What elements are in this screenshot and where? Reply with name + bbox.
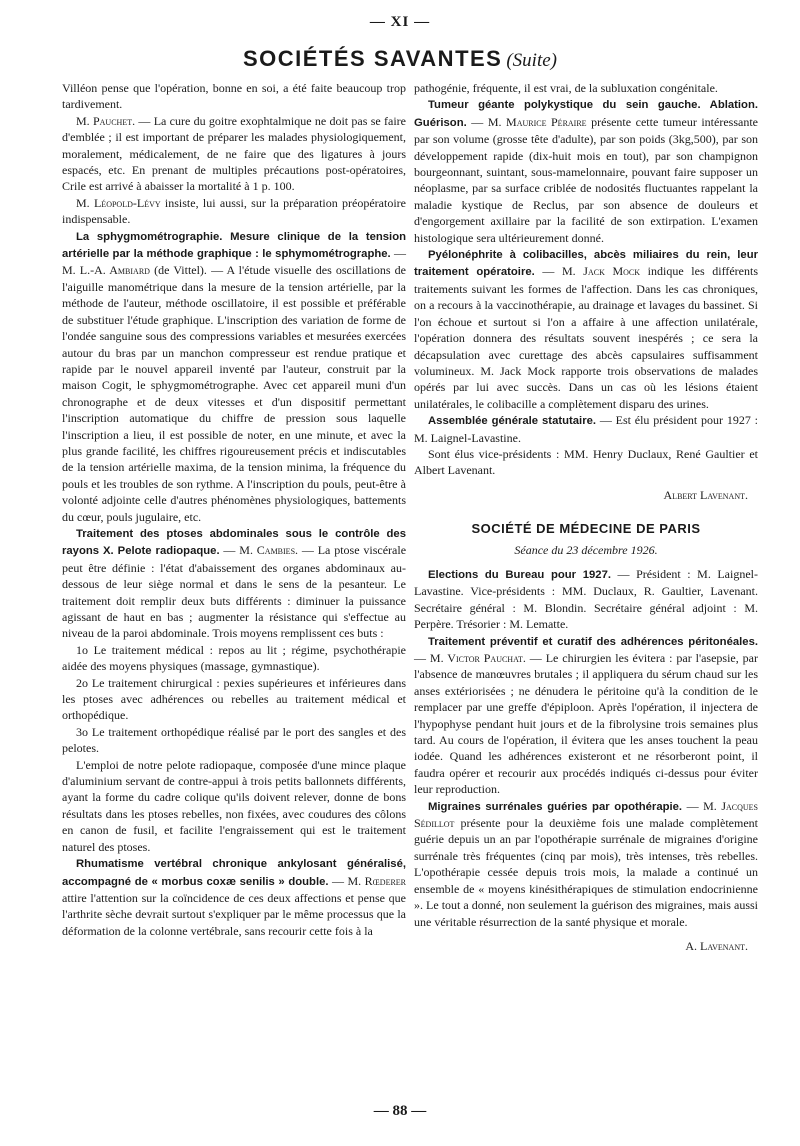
author-name: M. Rœderer	[347, 873, 407, 888]
paragraph: Migraines surrénales guéries par opothérapie. — M. Jacques Sédillot présente pour la deuxième fois une malade complètement guérie depuis un an par l'opothérapie surrénale de migraines d'origine surrénale très fréquentes (cinq par mois), très intenses, très rebelles. L'opothérapie cessée depuis trois mois, la malade a continué un ensemble de « moyens kinésithérapiques de stimulation endocrinienne ». Le tout a donné, non seulement la guérison des migraines, mais aussi une véritable résurrection de la santé physique et morale.	[414, 798, 758, 929]
article-title: Tumeur géante polykystique du sein gauche. Ablation. Guérison.	[414, 99, 758, 129]
author-name: M. Jacques Sédillot	[414, 798, 758, 831]
paragraph: Sont élus vice-présidents : MM. Henry Duclaux, René Gaultier et Albert Lavenant.	[414, 446, 758, 478]
article-title: Migraines surrénales guéries par opothérapie.	[428, 800, 683, 813]
paragraph: 3o Le traitement orthopédique réalisé par le port des sangles et des pelotes.	[62, 724, 406, 756]
article-title: Pyélonéphrite à colibacilles, abcès miliaires du rein, leur traitement opératoire.	[414, 249, 758, 279]
paragraph: 1o Le traitement médical : repos au lit ; régime, psychothérapie aidée des moyens physiques (massage, gymnastique).	[62, 642, 406, 674]
paragraph: pathogénie, fréquente, il est vrai, de la subluxation congénitale.	[414, 81, 718, 95]
left-column	[62, 80, 406, 939]
paragraph: Rhumatisme vertébral chronique ankylosant généralisé, accompagné de « morbus coxæ senilis » double. — M. Rœderer attire l'attention sur la coïncidence de ces deux affections et pense que l'arthrite sèche devrait surtout s'expliquer par le même processus que la déformation de la colonne vertébrale, sans recourir cette fois à la	[62, 858, 407, 938]
paragraph: Villéon pense que l'opération, bonne en soi, a été faite beaucoup trop tardivement.	[62, 81, 406, 112]
right-column	[414, 80, 758, 954]
paragraph: Traitement préventif et curatif des adhérences péritonéales. — M. Victor Pauchat. — Le chirurgien les évitera : par l'asepsie, par l'absence de manœuvres brutales ; il appliquera du sérum chaud sur les anses extériorisées ; ne dénudera le péritoine qu'à la condition de le remplacer par une greffe d'épiploon. Après l'opération, il injectera de l'hypophyse pendant huit jours et de la fibrolysine trois semaines plus tard. Au cours de l'opération, il évitera que les anses touchent la peau iodée. Quand les adhérences existeront et ne résorberont point, il faudra opérer et recourir aux procédés indiqués ci-dessus pour éviter leur reproduction.	[414, 635, 758, 797]
article-title: Elections du Bureau pour 1927.	[428, 568, 612, 581]
section-title: SOCIÉTÉ DE MÉDECINE DE PARIS	[471, 521, 701, 537]
article-title: Traitement préventif et curatif des adhérences péritonéales.	[428, 635, 758, 648]
author-name: M. L.-A. Ambiard	[62, 263, 150, 278]
signature: A. Lavenant.	[685, 938, 748, 953]
signature: Albert Lavenant.	[663, 487, 748, 502]
paragraph: M. Pauchet. — La cure du goitre exophtalmique ne doit pas se faire d'emblée ; il est important de préparer les malades physiologiquement, moralement, médicalement, de ne faire que des ligatures à jours espacés, etc. En prenant de multiples précautions post-opératoires, Crile est arrivé à abaisser la mortalité à 1 p. 100.	[62, 113, 406, 194]
author-name: M. Jack Mock	[562, 264, 641, 279]
paragraph: 2o Le traitement chirurgical : pexies supérieures et inférieures dans les ptoses avec adhérences ou rebelles au traitement médical et orthopédique.	[62, 675, 406, 723]
article-title: Assemblée générale statutaire.	[428, 415, 597, 428]
paragraph: La sphygmométrographie. Mesure clinique de la tension artérielle par la méthode graphique : le sphymométrographe. — M. L.-A. Ambiard (de Vittel). — A l'étude visuelle des oscillations de l'aiguille manométrique dans la mesure de la tension artérielle, par la méthode de l'auteur, méthode oscillatoire, il est possible et préférable de substituer l'étude graphique. L'inscription des variation de forme de l'ondée sanguine sous des compressions variables et mesurées exercées autour du bras par un manchon compresseur est rendue pratique et rapide par le nouvel appareil inventé par l'auteur, construit par la maison Cogit, le sphygmométrographe. Avec cet appareil muni d'un chronographe et de deux vitesses et d'un dispositif permettant l'inscription automatique du chiffre de pression sous laquelle l'inscription a lieu, il est possible de noter, en une minute, et avec la plus grande facilité, les chiffres rigoureusement précis et indiscutables de la tension artérielle maxima, de la tension minima, la fréquence du pouls et les troubles de son rythme. A l'inscription du pouls, peut-être à volonté adjointe celle d'autres phénomènes physiologiques, battements du cœur, pouls jugulaire, etc.	[62, 230, 407, 524]
session-date: Séance du 23 décembre 1926.	[514, 542, 658, 557]
paragraph: Pyélonéphrite à colibacilles, abcès miliaires du rein, leur traitement opératoire. — M. Jack Mock indique les différents traitements suivant les formes de l'affection. Dans les cas chroniques, on a recours à la vaccinothérapie, au drainage et lavages du bassinet. Si l'on échoue et surtout si l'on a affaire à une affection unilatérale, l'opération donnera des résultats souvent inespérés ; ce sera la décapsulation avec curettage des abcès capsulaires suffisamment volumineux. M. Jack Mock rapporte trois observations de malades opérés par lui avec succès. Dans un cas où les lésions étaient unilatérales, le colibacille a complètement disparu des urines.	[414, 249, 759, 411]
author-name: M. Maurice Péraire	[487, 114, 587, 129]
article-title: Rhumatisme vertébral chronique ankylosant généralisé, accompagné de « morbus coxæ senilis » double.	[62, 858, 406, 888]
author-name: M. Léopold-Lévy	[76, 195, 161, 210]
article-title: Traitement des ptoses abdominales sous le contrôle des rayons X. Pelote radiopaque.	[62, 527, 406, 558]
article-title: La sphygmométrographie. Mesure clinique de la tension artérielle par la méthode graphique : le sphymométrographe.	[62, 230, 406, 261]
paragraph: Assemblée générale statutaire. — Est élu président pour 1927 : M. Laignel-Lavastine.	[414, 413, 758, 445]
header-suite: (Suite)	[506, 50, 558, 71]
author-name: M. Cambies.	[239, 543, 299, 558]
page-number-bottom: — 88 —	[373, 1103, 427, 1119]
paragraph: M. Léopold-Lévy insiste, lui aussi, sur la préparation préopératoire indispensable.	[62, 195, 406, 227]
paragraph: Elections du Bureau pour 1927. — Président : M. Laignel-Lavastine. Vice-présidents : MM. Duclaux, R. Gaultier, Lavenant. Secrétaire général : M. Blondin. Secrétaire général adjoint : M. Perpère. Trésorier : M. Lematte.	[414, 566, 758, 632]
paragraph: L'emploi de notre pelote radiopaque, composée d'une mince plaque d'aluminium servant de contre-appui à trois petits ballonnets différents, ayant la forme du cadre colique qu'ils doivent relever, donne de bons résultats dans les ptoses rebelles, non fixées, avec coudures des côlons en canon de fusil, et facilite l'engraissement qui est le traitement naturel des ptoses.	[62, 757, 406, 854]
page-header	[0, 46, 800, 72]
page-number-top: — XI —	[369, 14, 431, 30]
author-name: M. Victor Pauchat.	[429, 651, 526, 665]
author-name: M. Pauchet.	[76, 113, 136, 128]
paragraph: Tumeur géante polykystique du sein gauche. Ablation. Guérison. — M. Maurice Péraire présente cette tumeur intéressante par son volume (grosse tête d'adulte), par son poids (3kg,500), par son développement rapide (dix-huit mois en tout), par son champignon bourgeonnant, suintant, sous-mamelonnaire, pouvant faire supposer un néoplasme, par sa surface criblée de nodosités fluctuantes rappelant la maladie kystique de Reclus, par son absence de douleurs et d'engorgement axillaire par la facilité de son extirpation. L'examen histologique sera ultérieurement donné.	[414, 99, 758, 245]
paragraph: Traitement des ptoses abdominales sous le contrôle des rayons X. Pelote radiopaque. — M. Cambies. — La ptose viscérale peut être définie : l'état d'abaissement des organes abdominaux au-dessous de leur siège normal et dans le sens de la pesanteur. Le traitement doit remplir deux buts différents : diminuer la puissance agissant de haut en bas ; augmenter la résistance qui s'effectue au niveau de la paroi abdominale. Trois moyens remplissent ces buts :	[62, 527, 407, 641]
header-title: SOCIÉTÉS SAVANTES	[242, 46, 503, 71]
